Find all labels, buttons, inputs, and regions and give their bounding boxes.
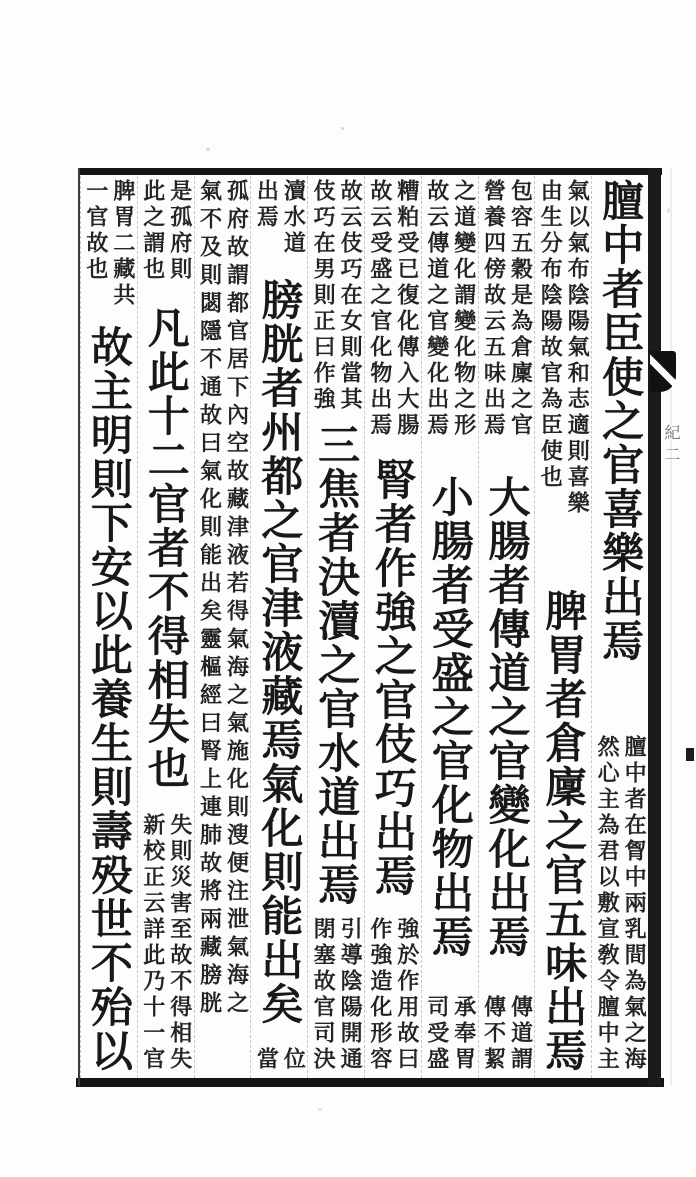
commentary-note: [82, 179, 136, 309]
commentary-note: [139, 179, 193, 283]
note-line-right: 故云伎巧在女則當其: [337, 179, 364, 413]
commentary-note: [593, 735, 647, 1073]
ink-speck: [667, 208, 670, 213]
note-line-left: 營養四傍故云五味出焉: [480, 179, 507, 439]
commentary-note: [196, 179, 250, 1019]
text-column-8: [194, 176, 251, 1078]
commentary-note: [252, 1047, 306, 1073]
text-column-9: [137, 176, 194, 1078]
ink-speck: [206, 148, 210, 151]
text-column-6: [307, 176, 364, 1078]
note-line-right: 氣以氣布陰陽氣和志適則喜樂: [564, 179, 591, 517]
commentary-note: [309, 179, 363, 413]
note-line-right: 承奉胃: [450, 995, 477, 1073]
text-block: [80, 176, 648, 1078]
ink-speck: [341, 127, 344, 130]
frame-border-bottom: [76, 1078, 664, 1087]
note-line-left: 故云傳道之官變化出焉: [423, 179, 450, 439]
commentary-note: [480, 995, 534, 1073]
note-line-right: 傳道謂: [507, 995, 534, 1073]
note-line-left: 由生分布陰陽故官為臣使也: [537, 179, 564, 491]
main-text: 小腸者受盛之官化物出焉: [425, 475, 475, 959]
text-column-5: [364, 176, 421, 1078]
frame-border-right: [648, 168, 661, 1086]
commentary-note: [480, 179, 534, 439]
note-line-right: 膻中者在胷中兩乳間為氣之海: [621, 735, 648, 1073]
note-line-left: 傳不絜: [480, 995, 507, 1073]
ink-speck: [318, 1108, 322, 1111]
note-line-right: 強於作用故曰: [393, 917, 420, 1073]
note-line-right: 糟粕受已復化傳入大腸: [393, 179, 420, 439]
note-line-right: 位: [280, 1047, 307, 1073]
commentary-note: [309, 917, 363, 1073]
main-text: 脾胃者倉廩之官五味出焉: [539, 589, 589, 1073]
main-text: 膻中者臣使之官喜樂出焉: [596, 179, 646, 663]
commentary-note: [423, 179, 477, 439]
commentary-note: [366, 917, 420, 1073]
note-line-left: 一官故也: [82, 179, 109, 283]
fishtail-mark: [650, 351, 676, 392]
text-column-1: [591, 176, 648, 1078]
text-column-7: [250, 176, 307, 1078]
frame-border-top: [78, 168, 662, 175]
edge-collation-mark: [686, 748, 694, 761]
text-column-10: [80, 176, 137, 1078]
commentary-note: [139, 813, 193, 1073]
note-line-right: 孤府故謂都官居下內空故藏津液若得氣海之氣施化則溲便注泄氣海之: [223, 179, 250, 1019]
main-text: 大腸者傳道之官變化出焉: [482, 475, 532, 959]
commentary-note: [252, 179, 306, 257]
banxin-text: 紀二: [662, 424, 681, 468]
note-line-left: 作強造化形容: [366, 917, 393, 1073]
commentary-note: [366, 179, 420, 439]
note-line-right: 引導陰陽開通: [337, 917, 364, 1073]
main-text: 凡此十二官者不得相失也: [141, 306, 191, 790]
note-line-right: 瀆水道: [280, 179, 307, 257]
text-column-3: [478, 176, 535, 1078]
note-line-left: 司受盛: [423, 995, 450, 1073]
note-line-left: 出焉: [253, 179, 280, 231]
note-line-right: 之道變化謂變化物之形: [450, 179, 477, 439]
text-column-2: [534, 176, 591, 1078]
note-line-left: 閉塞故官司決: [310, 917, 337, 1073]
page-crease: [670, 168, 672, 1086]
note-line-right: 失則災害至故不得相失: [166, 813, 193, 1073]
main-text: 故主明則下安以此養生則壽殁世不殆以: [84, 325, 134, 1073]
note-line-left: 新校正云詳此乃十一官: [139, 813, 166, 1073]
note-line-right: 包容五穀是為倉廩之官: [507, 179, 534, 439]
note-line-left: 氣不及則閟隱不通故曰氣化則能出矣靈樞經曰腎上連肺故將兩藏膀胱: [196, 179, 223, 1019]
note-line-left: 故云受盛之官化物出焉: [366, 179, 393, 439]
main-text: 膀胱者州都之官津液藏焉氣化則能出矣: [255, 278, 305, 1026]
note-line-left: 伎巧在男則正曰作強: [310, 179, 337, 413]
commentary-note: [423, 995, 477, 1073]
text-column-4: [421, 176, 478, 1078]
main-text: 腎者作強之官伎巧出焉: [368, 458, 418, 898]
note-line-left: 當: [253, 1047, 280, 1073]
note-line-left: 此之謂也: [139, 179, 166, 283]
note-line-right: 脾胃二藏共: [109, 179, 136, 309]
note-line-right: 是孤府則: [166, 179, 193, 283]
main-text: 三焦者決瀆之官水道出焉: [312, 423, 362, 907]
commentary-note: [536, 179, 590, 517]
note-line-left: 然心主為君以敷宣敎令膻中主: [594, 735, 621, 1073]
